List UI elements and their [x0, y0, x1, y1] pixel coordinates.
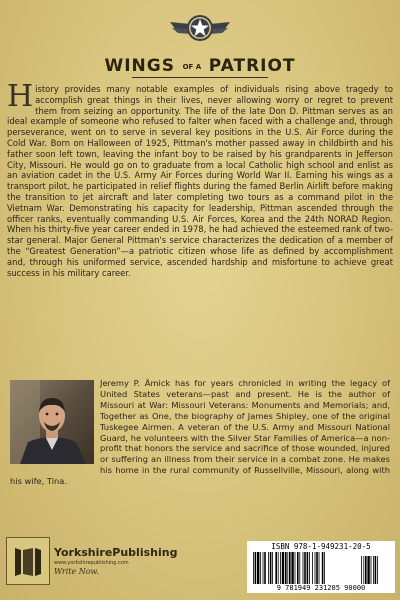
barcode-bar	[322, 552, 324, 584]
isbn-barcode	[247, 541, 395, 593]
barcode-bars	[247, 552, 395, 584]
barcode-bar	[278, 552, 279, 584]
barcode-bar	[295, 552, 296, 584]
barcode-bar	[309, 552, 310, 584]
title-part-2: PATRIOT	[208, 56, 296, 76]
publisher-block	[6, 537, 178, 593]
synopsis-text: istory provides many notable examples of individuals rising above tragedy to accomplish great things in their lives, never allowing worry or regret to prevent them from seizing an opportunity. The life of the late Don D. Pittman serves as an ideal example of someone who refused to falter when faced with a challenge and, through perseverance, went on to serve in several key positions in the U.S. Air Force during the Cold War. Born on Halloween of 1925, Pittman's mother passed away in childbirth and his father soon left town, leaving the infant boy to be raised by his grandparents in Jefferson City, Missouri. He would go on to graduate from a local Catholic high school and enlist as an aviation cadet in the U.S. Army Air Forces during World War II. Earning his wings as a transport pilot, he participated in relief flights during the famed Berlin Airlift before making the transition to jet aircraft and later completing two tours as a command pilot in the Vietnam War. Demonstrating his capacity for leadership, Pittman ascended through the officer ranks, eventually commanding U.S. Air Forces, Korea and the 24th NORAD Region. When his thirty-five year career ended in 1978, he had achieved the esteemed rank of two-star general. Major General Pittman's service characterizes the dedication of a member of the “Greatest Generation”—a patriotic citizen whose life as defined by accomplishment and, through his uniformed service, ascended hardship and misfortune to achieve great success in his military career.	[7, 84, 393, 278]
barcode-bar	[275, 552, 277, 584]
barcode-addon-bar	[371, 556, 372, 584]
title-joiner: OF A	[182, 62, 202, 71]
barcode-bar	[285, 552, 287, 584]
barcode-bar	[299, 552, 300, 584]
barcode-addon-bar	[363, 556, 364, 584]
barcode-bar	[312, 552, 313, 584]
title-part-1: WINGS	[104, 56, 175, 76]
barcode-bar	[319, 552, 320, 584]
book-title	[0, 56, 400, 76]
barcode-bar	[303, 552, 304, 584]
dropcap: H	[7, 79, 34, 114]
barcode-bar	[255, 552, 257, 584]
barcode-bar	[316, 552, 318, 584]
barcode-bar	[282, 552, 284, 584]
barcode-bar	[253, 552, 254, 584]
barcode-bar	[315, 552, 316, 584]
isbn-label: ISBN 978-1-949231-20-5	[271, 542, 371, 551]
barcode-bar	[260, 552, 261, 584]
publisher-tagline: Write Now.	[54, 567, 99, 576]
barcode-bar	[263, 552, 264, 584]
star-wings-roundel-icon	[170, 6, 230, 52]
barcode-bar	[270, 552, 272, 584]
barcode-bar	[304, 552, 306, 584]
barcode-bar	[268, 552, 269, 584]
barcode-addon-bar	[361, 556, 362, 584]
publisher-url: www.yorkshirepublishing.com	[54, 560, 129, 566]
barcode-addon-bar	[365, 556, 367, 584]
barcode-number	[247, 584, 395, 592]
barcode-addon: 90000	[344, 584, 366, 592]
barcode-bar	[307, 552, 309, 584]
publisher-name: YorkshirePublishing	[54, 546, 178, 559]
barcode-bar	[280, 552, 281, 584]
barcode-bar	[287, 552, 288, 584]
photo-spacer	[10, 378, 100, 466]
author-bio-text: Jeremy P. Ämick has for years chronicled in writing the legacy of United States veterans—past and present. He is the author of Missouri at War: Missouri Veterans: Monuments and Memorials; and, Together as One, the biography of James Shipley, one of the original Tuskegee Airmen. A veteran of the U.S. Army and Missouri National Guard, he volunteers with the Silver Star Families of America—a non-profit that honors the service and sacrifice of those wounded, injured or suffering an illness from their service in a combat zone. He makes his home in the rural community of Russellville, Missouri, along with his wife, Tina.	[10, 378, 390, 487]
barcode-bar	[272, 552, 273, 584]
title-underline	[132, 77, 268, 78]
barcode-addon-bar	[375, 556, 377, 584]
barcode-addon-bar	[377, 556, 378, 584]
author-bio	[10, 378, 390, 487]
book-synopsis	[7, 79, 393, 278]
barcode-bar	[297, 552, 299, 584]
barcode-bar	[264, 552, 266, 584]
barcode-bar	[289, 552, 291, 584]
barcode-bar	[291, 552, 293, 584]
yorkshire-publishing-logo	[6, 537, 50, 585]
barcode-addon-bar	[373, 556, 374, 584]
barcode-addon-bar	[367, 556, 369, 584]
barcode-bar	[324, 552, 325, 584]
barcode-bar	[257, 552, 259, 584]
barcode-digits: 9 781949 231205	[276, 584, 340, 592]
